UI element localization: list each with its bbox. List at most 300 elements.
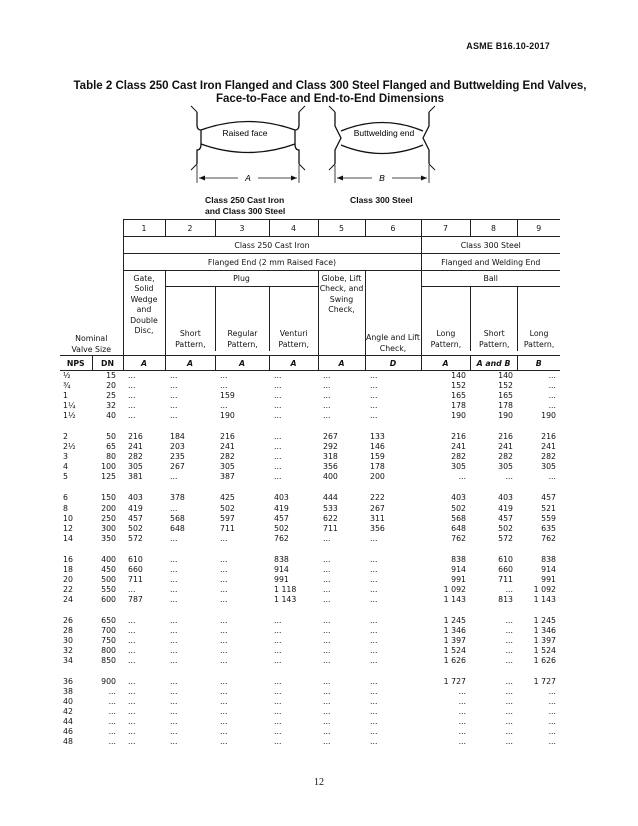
dn-cell: 32: [106, 401, 116, 411]
running-header: ASME B16.10-2017: [466, 41, 550, 51]
dimension-cell: ...: [274, 687, 282, 697]
nps-cell: 5: [63, 472, 68, 482]
dimension-cell: ...: [370, 564, 378, 574]
column-number: 9: [517, 220, 560, 237]
dimension-cell: ...: [548, 472, 556, 482]
dimension-cell: ...: [220, 646, 228, 656]
dn-cell: 500: [101, 574, 116, 584]
table-row: [60, 717, 560, 727]
dimension-cell: 711: [128, 574, 143, 584]
nps-cell: 8: [63, 503, 68, 513]
dimension-cell: 1 143: [533, 594, 556, 604]
dimension-cell: 660: [128, 564, 143, 574]
column-number: 4: [269, 220, 318, 237]
ball-short-header: Short Pattern,: [470, 287, 517, 351]
nps-cell: 32: [63, 646, 73, 656]
dimension-cell: ...: [128, 677, 136, 687]
dimension-cell: 991: [274, 574, 289, 584]
material-group-row: [60, 237, 560, 254]
dimension-cell: ...: [323, 636, 331, 646]
dimension-cell: 216: [541, 432, 556, 442]
subgroup-flanged-welding-end: Flanged and Welding End: [421, 254, 560, 271]
dimension-cell: 762: [541, 533, 556, 543]
end-type-row: [60, 254, 560, 271]
dimension-cell: 184: [170, 432, 185, 442]
dimension-cell: ...: [128, 707, 136, 717]
dimension-cell: ...: [370, 727, 378, 737]
dimension-letter: A: [123, 356, 165, 371]
dimension-cell: 267: [170, 462, 185, 472]
dimension-cell: ...: [323, 707, 331, 717]
raised-face-label: Raised face: [222, 128, 268, 138]
dimension-cell: 991: [541, 574, 556, 584]
table-body: [60, 371, 560, 748]
plug-subheaders: [166, 287, 318, 351]
blank-cell: [60, 220, 123, 237]
dimension-cell: 282: [451, 452, 466, 462]
dimension-cell: ...: [274, 371, 282, 381]
dimension-cell: 635: [541, 523, 556, 533]
dimension-cell: ...: [274, 707, 282, 717]
dimension-cell: ...: [323, 727, 331, 737]
nps-cell: 16: [63, 554, 73, 564]
dimension-cell: ...: [220, 697, 228, 707]
dimension-cell: 521: [541, 503, 556, 513]
nps-header: NPS: [60, 356, 92, 371]
dimension-cell: 610: [128, 554, 143, 564]
nps-cell: 3: [63, 452, 68, 462]
dimension-cell: 838: [451, 554, 466, 564]
dimension-cell: ...: [505, 646, 513, 656]
dimension-cell: ...: [220, 737, 228, 747]
group-cast-iron: Class 250 Cast Iron: [123, 237, 421, 254]
dimension-letter: A: [165, 356, 215, 371]
dimension-cell: ...: [505, 737, 513, 747]
dimension-cell: 1 143: [443, 594, 466, 604]
dimension-cell: ...: [128, 615, 136, 625]
dimension-cell: ...: [170, 646, 178, 656]
table-row: [60, 636, 560, 646]
group-spacer: [60, 605, 560, 616]
dimension-cell: ...: [170, 707, 178, 717]
dimension-cell: ...: [128, 371, 136, 381]
column-number: 1: [123, 220, 165, 237]
dimension-cell: ...: [458, 687, 466, 697]
right-figure-caption: Class 300 Steel: [350, 195, 413, 205]
dimension-cell: ...: [220, 584, 228, 594]
dn-cell: 750: [101, 636, 116, 646]
plug-venturi-header: Venturi Pattern,: [269, 287, 318, 351]
table-row: [60, 555, 560, 565]
dimension-cell: 318: [323, 452, 338, 462]
dimension-letter: A: [318, 356, 365, 371]
dimension-cell: ...: [274, 727, 282, 737]
dn-cell: 200: [101, 503, 116, 513]
table-row: [60, 504, 560, 514]
dimension-cell: 648: [170, 523, 185, 533]
dimension-cell: ...: [370, 717, 378, 727]
dimension-cell: ...: [323, 594, 331, 604]
dimension-cell: ...: [370, 554, 378, 564]
dimension-cell: ...: [170, 697, 178, 707]
dimension-cell: 165: [451, 391, 466, 401]
dimension-cell: ...: [548, 391, 556, 401]
dimension-cell: ...: [323, 687, 331, 697]
dimension-cell: 267: [370, 503, 385, 513]
dimension-cell: ...: [220, 533, 228, 543]
dimension-cell: ...: [128, 656, 136, 666]
dimension-cell: ...: [274, 462, 282, 472]
dimension-cell: 991: [451, 574, 466, 584]
dimension-cell: ...: [370, 401, 378, 411]
dimension-cell: 241: [498, 442, 513, 452]
dimension-cell: 241: [451, 442, 466, 452]
dimension-cell: ...: [274, 615, 282, 625]
dimension-cell: 1 524: [443, 646, 466, 656]
dimension-cell: ...: [128, 411, 136, 421]
dimension-cell: ...: [220, 727, 228, 737]
plug-short-header: Short Pattern,: [175, 329, 206, 349]
dimension-cell: ...: [370, 646, 378, 656]
dimension-cell: 216: [220, 432, 235, 442]
dimension-cell: ...: [548, 371, 556, 381]
dimension-cell: 914: [451, 564, 466, 574]
dimension-cell: ...: [548, 717, 556, 727]
table-row: [60, 411, 560, 421]
dimension-cell: 403: [451, 493, 466, 503]
dimension-cell: ...: [323, 391, 331, 401]
dimension-cell: ...: [323, 411, 331, 421]
group-steel: Class 300 Steel: [421, 237, 560, 254]
table-row: [60, 391, 560, 401]
dimension-cell: ...: [170, 564, 178, 574]
buttwelding-end-valve-drawing: [329, 106, 435, 183]
dimension-cell: 190: [220, 411, 235, 421]
dimension-cell: ...: [170, 626, 178, 635]
dimension-cell: 216: [498, 432, 513, 442]
dn-cell: 50: [106, 432, 116, 442]
dimension-cell: 1 397: [533, 636, 556, 646]
dimension-cell: 178: [370, 462, 385, 472]
dimension-cell: ...: [128, 401, 136, 411]
dimension-cell: ...: [323, 554, 331, 564]
dimension-cell: 610: [498, 554, 513, 564]
dimension-cell: ...: [170, 594, 178, 604]
dimension-cell: ...: [370, 737, 378, 747]
dimension-cell: 311: [370, 513, 385, 523]
table-row: [60, 707, 560, 717]
table-row: [60, 697, 560, 707]
valve-type-row: [60, 271, 560, 356]
group-spacer: [60, 666, 560, 677]
dn-cell: 800: [101, 646, 116, 656]
nps-cell: 38: [63, 687, 73, 697]
ball-header-label: Ball: [422, 271, 561, 287]
nps-cell: 26: [63, 615, 73, 625]
dimension-cell: 568: [451, 513, 466, 523]
dimension-cell: ...: [505, 615, 513, 625]
dimension-cell: ...: [274, 411, 282, 421]
dimension-cell: ...: [323, 615, 331, 625]
dimension-cell: ...: [323, 584, 331, 594]
dimension-cell: ...: [458, 697, 466, 707]
dimension-letter: B: [517, 356, 560, 371]
dimension-cell: ...: [370, 656, 378, 666]
angle-header: Angle and Lift Check,: [365, 271, 421, 356]
dimension-cell: ...: [323, 656, 331, 666]
nps-cell: 44: [63, 717, 73, 727]
dimension-cell: 356: [323, 462, 338, 472]
dn-cell: 350: [101, 533, 116, 543]
dimension-cell: 305: [128, 462, 143, 472]
dimension-cell: ...: [220, 626, 228, 635]
dimension-cell: ...: [505, 727, 513, 737]
nps-cell: 2½: [63, 442, 76, 452]
dimension-cell: ...: [370, 594, 378, 604]
dimension-cell: 457: [541, 493, 556, 503]
dimension-cell: ...: [220, 677, 228, 687]
dimension-cell: ...: [505, 717, 513, 727]
nps-cell: 1¼: [63, 401, 76, 411]
ball-subheaders: [422, 287, 561, 351]
table-row: [60, 575, 560, 585]
dimension-cell: 165: [498, 391, 513, 401]
dimension-cell: ...: [128, 737, 136, 747]
dimension-cell: ...: [548, 687, 556, 697]
dimension-cell: ...: [370, 584, 378, 594]
dimension-cell: 140: [451, 371, 466, 381]
dimension-cell: 711: [323, 523, 338, 533]
dn-cell: 850: [101, 656, 116, 666]
dimension-cell: ...: [274, 401, 282, 411]
nps-cell: 1½: [63, 411, 76, 421]
dimension-cell: 711: [498, 574, 513, 584]
dimension-cell: ...: [128, 687, 136, 697]
table-row: [60, 646, 560, 656]
dimension-cell: ...: [274, 656, 282, 666]
dn-cell: 150: [101, 493, 116, 503]
table-row: [60, 616, 560, 626]
dimension-cell: ...: [170, 472, 178, 482]
dimension-cell: 282: [498, 452, 513, 462]
dimension-cell: ...: [323, 381, 331, 391]
dimension-cell: ...: [170, 656, 178, 666]
nps-cell: 1: [63, 391, 68, 401]
dimension-letter: A and B: [470, 356, 517, 371]
spacer-cell: [60, 421, 560, 432]
dimension-cell: ...: [370, 626, 378, 635]
dimension-cell: ...: [323, 533, 331, 543]
dimension-cell: 152: [498, 381, 513, 391]
dimension-cell: ...: [505, 707, 513, 717]
valve-end-figure: [0, 0, 638, 215]
dn-cell: 40: [106, 411, 116, 421]
dimension-cell: 400: [323, 472, 338, 482]
dimension-cell: ...: [170, 584, 178, 594]
dimension-cell: ...: [323, 737, 331, 747]
dimension-cell: ...: [323, 564, 331, 574]
dimension-cell: 425: [220, 493, 235, 503]
spacer-cell: [60, 482, 560, 493]
plug-header-label: Plug: [166, 271, 318, 287]
dimension-cell: ...: [323, 677, 331, 687]
dimension-cell: 572: [128, 533, 143, 543]
dimension-cell: ...: [370, 615, 378, 625]
dn-cell: 900: [101, 677, 116, 687]
dimension-cell: 502: [274, 523, 289, 533]
dimension-cell: 1 118: [274, 584, 297, 594]
dimension-cell: ...: [370, 697, 378, 707]
dimension-cell: ...: [128, 391, 136, 401]
dimension-cell: 762: [274, 533, 289, 543]
dimension-cell: 305: [498, 462, 513, 472]
dimension-cell: ...: [170, 717, 178, 727]
table-row: [60, 534, 560, 544]
dimension-cell: 813: [498, 594, 513, 604]
dimension-cell: 838: [274, 554, 289, 564]
dimension-cell: 711: [220, 523, 235, 533]
dimension-cell: 419: [498, 503, 513, 513]
dimension-cell: ...: [220, 381, 228, 391]
dimension-cell: 1 143: [274, 594, 297, 604]
dimension-cell: 387: [220, 472, 235, 482]
dimension-cell: 146: [370, 442, 385, 452]
dimension-cell: 305: [451, 462, 466, 472]
raised-face-valve-drawing: [191, 106, 305, 183]
dimension-cell: ...: [505, 472, 513, 482]
dimension-cell: 457: [498, 513, 513, 523]
dimension-cell: 502: [451, 503, 466, 513]
dimension-cell: 622: [323, 513, 338, 523]
table-title-line-1: Table 2 Class 250 Cast Iron Flanged and Class 300 Steel Flanged and Buttwelding End Valves,: [73, 80, 587, 92]
dimension-cell: ...: [170, 677, 178, 687]
dimension-cell: 190: [498, 411, 513, 421]
table-row: [60, 737, 560, 747]
dimension-cell: 216: [128, 432, 143, 442]
dimension-cell: 305: [541, 462, 556, 472]
dimension-cell: 1 727: [533, 677, 556, 687]
dimension-cell: ...: [548, 727, 556, 737]
nps-cell: 6: [63, 493, 68, 503]
dimension-cell: ...: [274, 717, 282, 727]
dimension-cell: ...: [458, 707, 466, 717]
nominal-valve-size-header: Nominal Valve Size: [71, 334, 112, 354]
dimension-cell: ...: [170, 727, 178, 737]
nps-cell: 22: [63, 584, 73, 594]
dn-cell: 450: [101, 564, 116, 574]
dimension-cell: ...: [220, 615, 228, 625]
nps-cell: 14: [63, 533, 73, 543]
dimension-cell: 648: [451, 523, 466, 533]
dimension-cell: 914: [541, 564, 556, 574]
dimension-cell: 1 092: [533, 584, 556, 594]
dimension-cell: ...: [128, 717, 136, 727]
nps-cell: 36: [63, 677, 73, 687]
dimension-cell: ...: [458, 727, 466, 737]
dimension-cell: ...: [323, 697, 331, 707]
dimension-cell: ...: [170, 737, 178, 747]
dimension-cell: 190: [451, 411, 466, 421]
dimension-cell: 1 626: [533, 656, 556, 666]
nps-cell: 46: [63, 727, 73, 737]
dimension-cell: ...: [505, 656, 513, 666]
dimension-cell: ...: [548, 381, 556, 391]
nps-cell: 48: [63, 737, 73, 747]
nps-cell: ¾: [63, 381, 71, 391]
dn-cell: 700: [101, 626, 116, 635]
nps-cell: 24: [63, 594, 73, 604]
dimension-cell: ...: [370, 687, 378, 697]
dimension-cell: ...: [170, 554, 178, 564]
dimension-cell: ...: [323, 717, 331, 727]
dimension-cell: ...: [274, 381, 282, 391]
dimension-cell: 1 727: [443, 677, 466, 687]
dimension-cell: 178: [498, 401, 513, 411]
dimension-cell: ...: [170, 401, 178, 411]
spacer-cell: [60, 605, 560, 616]
dimension-cell: ...: [323, 401, 331, 411]
dimension-cell: 597: [220, 513, 235, 523]
blank-cell: [60, 237, 123, 254]
column-number-row: [60, 220, 560, 237]
dimension-cell: ...: [220, 564, 228, 574]
dimension-cell: ...: [128, 727, 136, 737]
dimension-cell: ...: [220, 707, 228, 717]
dimension-cell: ...: [274, 472, 282, 482]
dimension-cell: ...: [274, 452, 282, 462]
dimension-cell: 235: [170, 452, 185, 462]
dimension-cell: ...: [505, 677, 513, 687]
dimension-a-label: A: [245, 173, 251, 183]
nps-cell: 12: [63, 523, 73, 533]
dimension-letter-row: [60, 356, 560, 371]
dimension-cell: ...: [548, 707, 556, 717]
nps-cell: 20: [63, 574, 73, 584]
dn-cell: ...: [108, 687, 116, 697]
dn-cell: 400: [101, 554, 116, 564]
ball-long-header: Long Pattern,: [430, 329, 462, 349]
dimension-cell: 200: [370, 472, 385, 482]
dimension-letter: D: [365, 356, 421, 371]
dimension-cell: 787: [128, 594, 143, 604]
table-row: [60, 626, 560, 636]
left-figure-caption: [205, 195, 285, 217]
dimension-cell: ...: [128, 646, 136, 656]
dimension-cell: 178: [451, 401, 466, 411]
dimension-cell: 533: [323, 503, 338, 513]
table-row: [60, 462, 560, 472]
dn-cell: 550: [101, 584, 116, 594]
dimension-cell: 419: [128, 503, 143, 513]
dimension-cell: ...: [505, 697, 513, 707]
nps-cell: ½: [63, 371, 71, 381]
dimension-cell: 838: [541, 554, 556, 564]
dimension-cell: 572: [498, 533, 513, 543]
dimension-cell: ...: [370, 707, 378, 717]
column-number: 8: [470, 220, 517, 237]
dimension-cell: ...: [128, 636, 136, 646]
dimension-cell: ...: [220, 554, 228, 564]
dimension-cell: 1 626: [443, 656, 466, 666]
dimension-letter: A: [215, 356, 269, 371]
dimension-cell: ...: [370, 636, 378, 646]
globe-header: Globe, Lift Check, and Swing Check,: [318, 271, 365, 356]
dimension-cell: 559: [541, 513, 556, 523]
dimension-cell: ...: [128, 697, 136, 707]
dimension-cell: 267: [323, 432, 338, 442]
dimension-cell: ...: [323, 626, 331, 635]
dimension-cell: ...: [370, 677, 378, 687]
